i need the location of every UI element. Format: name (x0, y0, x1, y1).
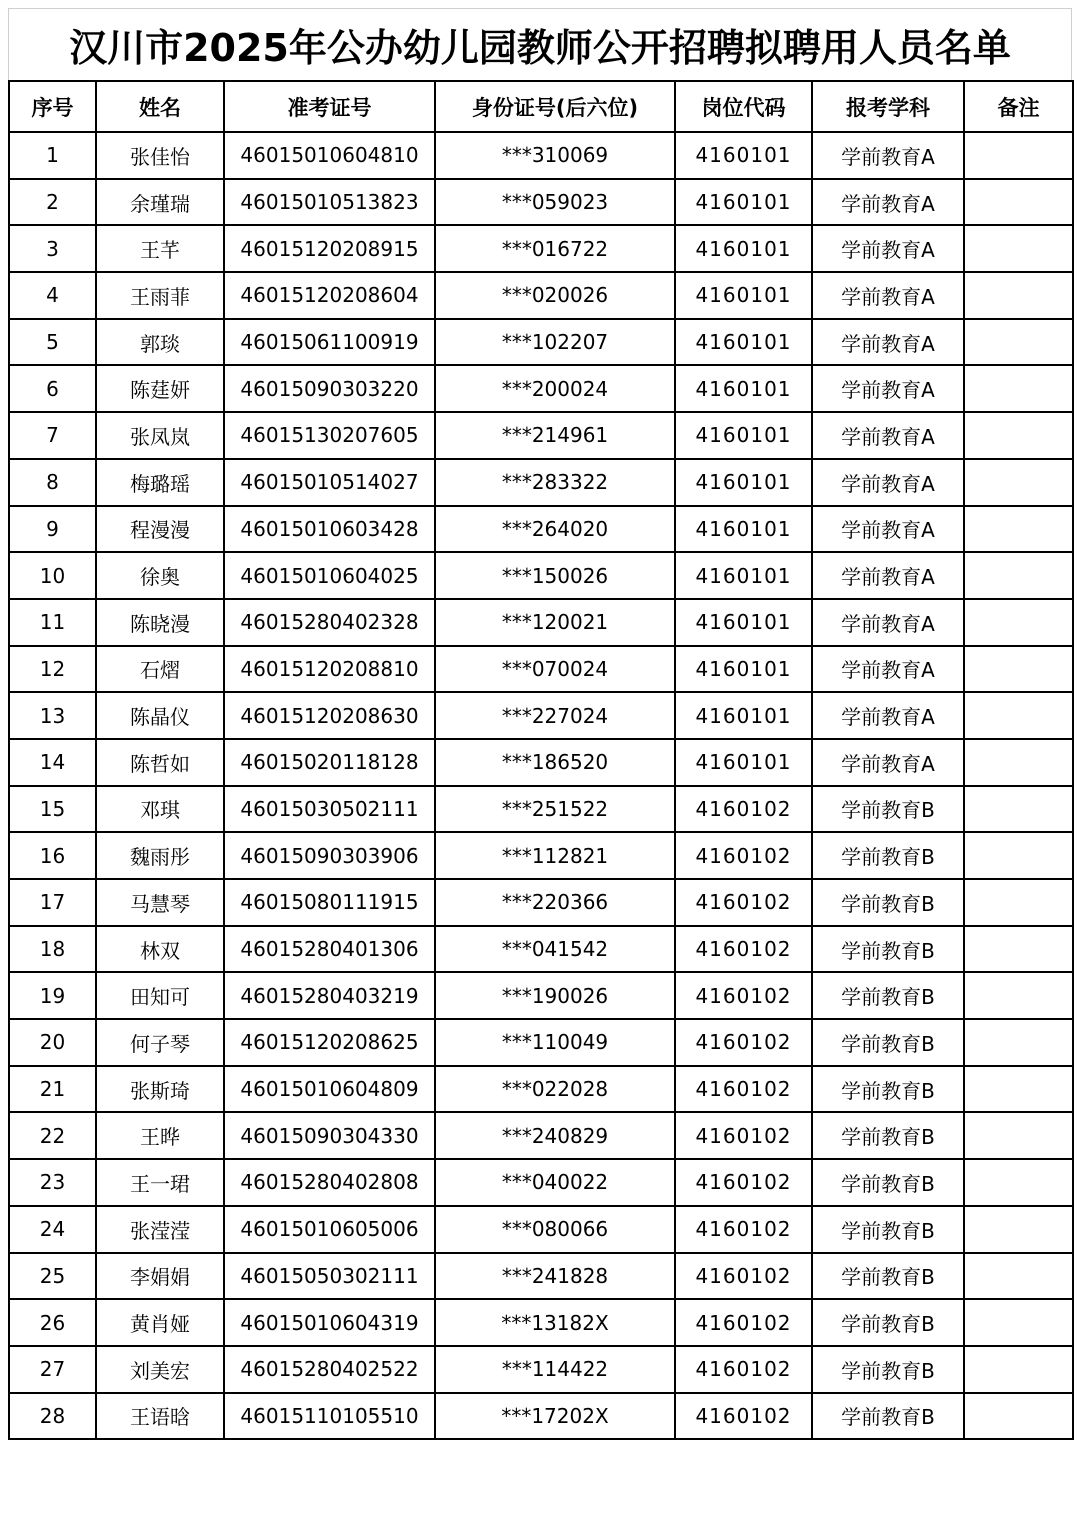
cell-remarks (964, 1159, 1073, 1206)
table-row (9, 1299, 1073, 1346)
cell-subject: 学前教育A (812, 225, 964, 272)
cell-index: 17 (9, 879, 96, 926)
cell-subject: 学前教育B (812, 1112, 964, 1159)
table-body (9, 132, 1073, 1439)
cell-exam-id: 46015010605006 (224, 1206, 435, 1253)
cell-name: 黄肖娅 (96, 1299, 224, 1346)
cell-subject: 学前教育A (812, 179, 964, 226)
cell-remarks (964, 1066, 1073, 1113)
cell-id-last-six: ***112821 (435, 832, 675, 879)
cell-remarks (964, 459, 1073, 506)
cell-exam-id: 46015090304330 (224, 1112, 435, 1159)
table-row (9, 552, 1073, 599)
header-exam-id: 准考证号 (224, 81, 435, 132)
cell-subject: 学前教育B (812, 1299, 964, 1346)
cell-id-last-six: ***283322 (435, 459, 675, 506)
table-row (9, 412, 1073, 459)
table-row (9, 692, 1073, 739)
cell-id-last-six: ***020026 (435, 272, 675, 319)
cell-index: 2 (9, 179, 96, 226)
cell-id-last-six: ***241828 (435, 1253, 675, 1300)
cell-remarks (964, 786, 1073, 833)
table-row (9, 786, 1073, 833)
header-remarks: 备注 (964, 81, 1073, 132)
cell-subject: 学前教育A (812, 646, 964, 693)
cell-position-code: 4160101 (675, 646, 812, 693)
cell-remarks (964, 1346, 1073, 1393)
cell-id-last-six: ***114422 (435, 1346, 675, 1393)
cell-remarks (964, 506, 1073, 553)
cell-index: 27 (9, 1346, 96, 1393)
cell-position-code: 4160102 (675, 926, 812, 973)
cell-remarks (964, 552, 1073, 599)
table-row (9, 1066, 1073, 1113)
cell-index: 20 (9, 1019, 96, 1066)
cell-remarks (964, 412, 1073, 459)
cell-name: 刘美宏 (96, 1346, 224, 1393)
cell-position-code: 4160101 (675, 599, 812, 646)
cell-name: 张凤岚 (96, 412, 224, 459)
table-row (9, 926, 1073, 973)
cell-remarks (964, 1112, 1073, 1159)
cell-name: 陈晓漫 (96, 599, 224, 646)
cell-remarks (964, 225, 1073, 272)
cell-index: 14 (9, 739, 96, 786)
table-row (9, 1393, 1073, 1440)
table-row (9, 879, 1073, 926)
cell-subject: 学前教育B (812, 786, 964, 833)
cell-name: 王雨菲 (96, 272, 224, 319)
cell-id-last-six: ***13182X (435, 1299, 675, 1346)
cell-remarks (964, 1019, 1073, 1066)
cell-subject: 学前教育B (812, 1393, 964, 1440)
cell-exam-id: 46015010604810 (224, 132, 435, 179)
header-position-code: 岗位代码 (675, 81, 812, 132)
cell-name: 张佳怡 (96, 132, 224, 179)
table-row (9, 646, 1073, 693)
cell-exam-id: 46015010604025 (224, 552, 435, 599)
cell-id-last-six: ***110049 (435, 1019, 675, 1066)
cell-index: 22 (9, 1112, 96, 1159)
header-index: 序号 (9, 81, 96, 132)
cell-remarks (964, 1206, 1073, 1253)
cell-position-code: 4160101 (675, 365, 812, 412)
cell-position-code: 4160101 (675, 319, 812, 366)
cell-remarks (964, 739, 1073, 786)
cell-index: 1 (9, 132, 96, 179)
cell-name: 石熠 (96, 646, 224, 693)
cell-index: 24 (9, 1206, 96, 1253)
cell-index: 26 (9, 1299, 96, 1346)
table-row (9, 506, 1073, 553)
cell-id-last-six: ***102207 (435, 319, 675, 366)
table-row (9, 132, 1073, 179)
cell-id-last-six: ***220366 (435, 879, 675, 926)
cell-position-code: 4160102 (675, 1112, 812, 1159)
cell-subject: 学前教育B (812, 1159, 964, 1206)
table-row (9, 1253, 1073, 1300)
cell-name: 陈晶仪 (96, 692, 224, 739)
cell-name: 张斯琦 (96, 1066, 224, 1113)
header-subject: 报考学科 (812, 81, 964, 132)
cell-index: 18 (9, 926, 96, 973)
cell-index: 4 (9, 272, 96, 319)
cell-name: 王晔 (96, 1112, 224, 1159)
cell-subject: 学前教育B (812, 1019, 964, 1066)
cell-id-last-six: ***310069 (435, 132, 675, 179)
cell-position-code: 4160102 (675, 832, 812, 879)
cell-id-last-six: ***040022 (435, 1159, 675, 1206)
cell-remarks (964, 319, 1073, 366)
cell-id-last-six: ***016722 (435, 225, 675, 272)
cell-index: 15 (9, 786, 96, 833)
cell-position-code: 4160102 (675, 1346, 812, 1393)
table-row (9, 1112, 1073, 1159)
cell-index: 19 (9, 972, 96, 1019)
cell-exam-id: 46015090303220 (224, 365, 435, 412)
cell-position-code: 4160102 (675, 879, 812, 926)
cell-exam-id: 46015120208604 (224, 272, 435, 319)
cell-index: 3 (9, 225, 96, 272)
cell-index: 21 (9, 1066, 96, 1113)
cell-position-code: 4160101 (675, 692, 812, 739)
cell-remarks (964, 692, 1073, 739)
table-row (9, 459, 1073, 506)
cell-id-last-six: ***200024 (435, 365, 675, 412)
cell-name: 程漫漫 (96, 506, 224, 553)
cell-remarks (964, 646, 1073, 693)
cell-index: 13 (9, 692, 96, 739)
cell-name: 王语晗 (96, 1393, 224, 1440)
cell-name: 林双 (96, 926, 224, 973)
cell-exam-id: 46015090303906 (224, 832, 435, 879)
cell-position-code: 4160101 (675, 506, 812, 553)
title-box (8, 8, 1072, 80)
table-row (9, 225, 1073, 272)
cell-subject: 学前教育A (812, 412, 964, 459)
cell-subject: 学前教育B (812, 1253, 964, 1300)
cell-subject: 学前教育B (812, 1066, 964, 1113)
cell-remarks (964, 832, 1073, 879)
cell-position-code: 4160102 (675, 1019, 812, 1066)
cell-subject: 学前教育B (812, 972, 964, 1019)
cell-remarks (964, 926, 1073, 973)
cell-id-last-six: ***264020 (435, 506, 675, 553)
cell-exam-id: 46015120208625 (224, 1019, 435, 1066)
cell-id-last-six: ***251522 (435, 786, 675, 833)
cell-id-last-six: ***186520 (435, 739, 675, 786)
cell-exam-id: 46015120208630 (224, 692, 435, 739)
cell-id-last-six: ***150026 (435, 552, 675, 599)
cell-position-code: 4160101 (675, 272, 812, 319)
cell-name: 马慧琴 (96, 879, 224, 926)
cell-remarks (964, 879, 1073, 926)
cell-index: 23 (9, 1159, 96, 1206)
cell-name: 陈莛妍 (96, 365, 224, 412)
table-row (9, 1019, 1073, 1066)
cell-id-last-six: ***214961 (435, 412, 675, 459)
cell-subject: 学前教育A (812, 319, 964, 366)
document-page (8, 8, 1072, 1440)
cell-exam-id: 46015010604319 (224, 1299, 435, 1346)
cell-remarks (964, 365, 1073, 412)
cell-subject: 学前教育A (812, 459, 964, 506)
cell-remarks (964, 179, 1073, 226)
cell-exam-id: 46015120208810 (224, 646, 435, 693)
cell-index: 8 (9, 459, 96, 506)
cell-index: 12 (9, 646, 96, 693)
table-row (9, 179, 1073, 226)
cell-exam-id: 46015130207605 (224, 412, 435, 459)
cell-index: 25 (9, 1253, 96, 1300)
cell-exam-id: 46015050302111 (224, 1253, 435, 1300)
cell-id-last-six: ***022028 (435, 1066, 675, 1113)
cell-exam-id: 46015061100919 (224, 319, 435, 366)
cell-exam-id: 46015020118128 (224, 739, 435, 786)
table-row (9, 739, 1073, 786)
header-name: 姓名 (96, 81, 224, 132)
cell-position-code: 4160102 (675, 1299, 812, 1346)
cell-position-code: 4160101 (675, 179, 812, 226)
cell-subject: 学前教育B (812, 879, 964, 926)
cell-position-code: 4160102 (675, 1393, 812, 1440)
cell-name: 王一珺 (96, 1159, 224, 1206)
cell-name: 魏雨彤 (96, 832, 224, 879)
cell-remarks (964, 272, 1073, 319)
cell-subject: 学前教育B (812, 1206, 964, 1253)
cell-subject: 学前教育A (812, 692, 964, 739)
cell-position-code: 4160102 (675, 1206, 812, 1253)
cell-id-last-six: ***070024 (435, 646, 675, 693)
cell-id-last-six: ***059023 (435, 179, 675, 226)
cell-position-code: 4160101 (675, 412, 812, 459)
cell-remarks (964, 972, 1073, 1019)
table-header-row (9, 81, 1073, 132)
cell-position-code: 4160102 (675, 1159, 812, 1206)
cell-id-last-six: ***080066 (435, 1206, 675, 1253)
cell-position-code: 4160102 (675, 1066, 812, 1113)
cell-position-code: 4160102 (675, 972, 812, 1019)
cell-subject: 学前教育A (812, 552, 964, 599)
cell-name: 郭琰 (96, 319, 224, 366)
header-id-last-six: 身份证号(后六位) (435, 81, 675, 132)
cell-index: 7 (9, 412, 96, 459)
cell-remarks (964, 599, 1073, 646)
cell-position-code: 4160101 (675, 552, 812, 599)
cell-exam-id: 46015280401306 (224, 926, 435, 973)
cell-exam-id: 46015010604809 (224, 1066, 435, 1113)
cell-position-code: 4160101 (675, 225, 812, 272)
cell-exam-id: 46015010514027 (224, 459, 435, 506)
page-title: 汉川市2025年公办幼儿园教师公开招聘拟聘用人员名单 (69, 26, 1011, 70)
table-row (9, 599, 1073, 646)
table-row (9, 365, 1073, 412)
cell-name: 何子琴 (96, 1019, 224, 1066)
cell-name: 王芊 (96, 225, 224, 272)
cell-name: 梅璐瑶 (96, 459, 224, 506)
cell-index: 6 (9, 365, 96, 412)
table-row (9, 319, 1073, 366)
cell-subject: 学前教育A (812, 506, 964, 553)
cell-exam-id: 46015280402808 (224, 1159, 435, 1206)
cell-exam-id: 46015280402328 (224, 599, 435, 646)
cell-name: 陈哲如 (96, 739, 224, 786)
cell-subject: 学前教育B (812, 832, 964, 879)
cell-position-code: 4160101 (675, 459, 812, 506)
cell-position-code: 4160101 (675, 739, 812, 786)
cell-index: 11 (9, 599, 96, 646)
cell-id-last-six: ***041542 (435, 926, 675, 973)
cell-exam-id: 46015030502111 (224, 786, 435, 833)
cell-id-last-six: ***190026 (435, 972, 675, 1019)
cell-subject: 学前教育B (812, 1346, 964, 1393)
cell-exam-id: 46015010513823 (224, 179, 435, 226)
cell-index: 10 (9, 552, 96, 599)
cell-remarks (964, 1393, 1073, 1440)
cell-exam-id: 46015280403219 (224, 972, 435, 1019)
cell-id-last-six: ***240829 (435, 1112, 675, 1159)
cell-exam-id: 46015280402522 (224, 1346, 435, 1393)
cell-index: 5 (9, 319, 96, 366)
cell-subject: 学前教育A (812, 739, 964, 786)
cell-exam-id: 46015010603428 (224, 506, 435, 553)
cell-exam-id: 46015080111915 (224, 879, 435, 926)
cell-subject: 学前教育A (812, 365, 964, 412)
cell-remarks (964, 132, 1073, 179)
cell-name: 徐奥 (96, 552, 224, 599)
cell-index: 28 (9, 1393, 96, 1440)
cell-name: 余瑾瑞 (96, 179, 224, 226)
cell-exam-id: 46015110105510 (224, 1393, 435, 1440)
cell-index: 9 (9, 506, 96, 553)
table-row (9, 272, 1073, 319)
cell-position-code: 4160102 (675, 786, 812, 833)
cell-name: 邓琪 (96, 786, 224, 833)
cell-subject: 学前教育B (812, 926, 964, 973)
cell-subject: 学前教育A (812, 272, 964, 319)
cell-name: 李娟娟 (96, 1253, 224, 1300)
table-row (9, 1346, 1073, 1393)
table-row (9, 1206, 1073, 1253)
cell-position-code: 4160101 (675, 132, 812, 179)
roster-table (8, 80, 1074, 1440)
cell-index: 16 (9, 832, 96, 879)
table-row (9, 972, 1073, 1019)
cell-exam-id: 46015120208915 (224, 225, 435, 272)
cell-subject: 学前教育A (812, 599, 964, 646)
cell-subject: 学前教育A (812, 132, 964, 179)
table-row (9, 832, 1073, 879)
table-row (9, 1159, 1073, 1206)
cell-position-code: 4160102 (675, 1253, 812, 1300)
cell-id-last-six: ***227024 (435, 692, 675, 739)
cell-name: 田知可 (96, 972, 224, 1019)
cell-remarks (964, 1299, 1073, 1346)
cell-name: 张滢滢 (96, 1206, 224, 1253)
cell-id-last-six: ***17202X (435, 1393, 675, 1440)
cell-id-last-six: ***120021 (435, 599, 675, 646)
cell-remarks (964, 1253, 1073, 1300)
